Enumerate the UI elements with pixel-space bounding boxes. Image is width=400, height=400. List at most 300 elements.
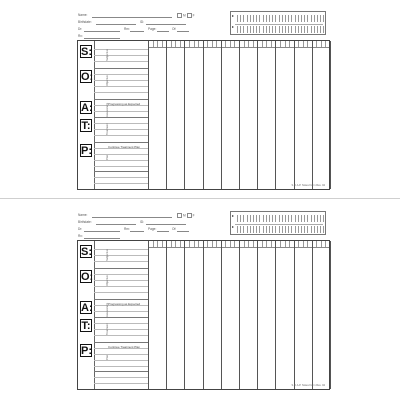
column-subtick [285, 41, 286, 47]
column-subtick [298, 41, 299, 47]
date-column-line [294, 41, 295, 189]
section-label: Progressing as Expected [108, 102, 141, 106]
ruled-line [94, 129, 148, 130]
section-divider [94, 371, 148, 372]
date-tick [237, 15, 238, 22]
date-tick [240, 226, 241, 233]
column-subtick [198, 241, 199, 247]
date-tick [304, 215, 305, 222]
date-tick [282, 15, 283, 22]
date-tick [279, 215, 280, 222]
date-tick [307, 215, 308, 222]
column-subtick [316, 241, 317, 247]
column-subtick [212, 241, 213, 247]
date-column-line [166, 41, 167, 189]
date-tick [256, 226, 257, 233]
date-tick [266, 26, 267, 33]
date-tick [311, 26, 312, 33]
date-tick [259, 26, 260, 33]
date-tick [314, 215, 315, 222]
ruled-line [94, 261, 148, 262]
column-subtick [325, 41, 326, 47]
date-tick [307, 15, 308, 22]
date-tick [317, 15, 318, 22]
column-subtick [171, 241, 172, 247]
date-tick [307, 26, 308, 33]
date-tick [282, 226, 283, 233]
date-column-line [166, 241, 167, 389]
date-tick [311, 215, 312, 222]
column-subtick [225, 41, 226, 47]
date-tick [263, 226, 264, 233]
date-tick [317, 215, 318, 222]
soap-sheet-bottom [0, 200, 400, 400]
date-tick [250, 15, 251, 22]
date-tick [243, 226, 244, 233]
date-tick [250, 226, 251, 233]
ruled-line [94, 286, 148, 287]
page-label: Page: [148, 27, 157, 31]
gender-m-checkbox[interactable] [177, 213, 182, 218]
ruled-line [94, 183, 148, 184]
room-label: Rm: [124, 27, 130, 31]
section-label: Progressing as Expected [108, 302, 141, 306]
date-column-line [239, 41, 240, 189]
date-tick [320, 226, 321, 233]
date-tick [269, 15, 270, 22]
date-tick [263, 215, 264, 222]
id-field[interactable] [146, 224, 186, 225]
date-tick [259, 215, 260, 222]
name-field[interactable] [92, 17, 172, 18]
date-tick [272, 15, 273, 22]
ruled-line [94, 166, 148, 167]
date-tick [317, 226, 318, 233]
name-label: Name: [78, 13, 88, 17]
strip-divider [235, 24, 323, 25]
date-tick [263, 26, 264, 33]
letter-column [78, 41, 94, 189]
date-tick [288, 215, 289, 222]
date-column-line [239, 241, 240, 389]
date-tick [304, 26, 305, 33]
section-side-label: Subjective [106, 49, 109, 61]
column-subtick [307, 241, 308, 247]
section-divider [94, 99, 148, 100]
date-tick [291, 15, 292, 22]
column-subtick [162, 41, 163, 47]
ruled-line [94, 383, 148, 384]
section-divider [94, 342, 148, 343]
date-tick [269, 226, 270, 233]
date-tick [314, 226, 315, 233]
room-field[interactable] [130, 31, 144, 32]
ruled-line [94, 335, 148, 336]
section-divider [94, 68, 148, 69]
section-label: Continue Treatment Plan [108, 345, 140, 349]
dr-field[interactable] [84, 31, 120, 32]
date-tick [307, 226, 308, 233]
column-subtick [244, 41, 245, 47]
date-tick [253, 215, 254, 222]
column-subtick [303, 41, 304, 47]
name-field[interactable] [92, 217, 172, 218]
section-divider [94, 299, 148, 300]
column-subtick [207, 41, 208, 47]
date-tick [285, 215, 286, 222]
gender-f-checkbox[interactable] [187, 13, 192, 18]
ruled-line [94, 280, 148, 281]
column-subtick [180, 41, 181, 47]
date-tick [259, 226, 260, 233]
gender-selector [176, 13, 195, 18]
ruled-line [94, 61, 148, 62]
gender-f-label: F [192, 13, 195, 18]
soap-letter-o: O: [81, 71, 94, 83]
birthdate-label: Birthdate: [78, 20, 92, 24]
date-tick [291, 215, 292, 222]
date-tick [304, 15, 305, 22]
column-subtick [175, 241, 176, 247]
date-tick [317, 26, 318, 33]
date-column-line [184, 41, 185, 189]
column-subtick [157, 241, 158, 247]
soap-letter-a: A: [81, 102, 93, 114]
column-subtick [194, 241, 195, 247]
date-tick [247, 215, 248, 222]
page-divider [0, 198, 400, 199]
ruled-line [94, 377, 148, 378]
strip-arrow-icon: ▸ [232, 24, 235, 29]
soap-letter-p: P: [81, 145, 92, 157]
date-tick [323, 15, 324, 22]
gender-selector [176, 213, 195, 218]
gender-f-label: F [192, 213, 195, 218]
date-tick [240, 26, 241, 33]
date-column-line [221, 41, 222, 189]
date-tick [247, 26, 248, 33]
column-subtick [266, 41, 267, 47]
date-tick [288, 26, 289, 33]
column-subtick [289, 41, 290, 47]
date-tick [256, 26, 257, 33]
date-tick [256, 15, 257, 22]
date-tick [314, 26, 315, 33]
date-tick [275, 26, 276, 33]
soap-letter-a: A: [81, 302, 93, 314]
column-subtick [262, 41, 263, 47]
date-tick [243, 215, 244, 222]
column-subtick [285, 241, 286, 247]
date-tick [243, 15, 244, 22]
date-tick [272, 26, 273, 33]
soap-letter-s: S: [81, 46, 92, 58]
rx-field[interactable] [84, 238, 120, 239]
column-subtick [271, 241, 272, 247]
date-tick [253, 15, 254, 22]
date-column-line [330, 241, 331, 389]
letter-column [78, 241, 94, 389]
date-tick [320, 15, 321, 22]
date-column-line [203, 241, 204, 389]
date-tick [285, 26, 286, 33]
ruled-line [94, 249, 148, 250]
of-label: Of: [172, 27, 177, 31]
date-tick [298, 15, 299, 22]
column-subtick [253, 241, 254, 247]
ruled-line [94, 49, 148, 50]
column-subtick [303, 241, 304, 247]
ruled-line [94, 135, 148, 136]
column-subtick [207, 241, 208, 247]
column-subtick [234, 241, 235, 247]
ruled-line [94, 311, 148, 312]
of-field[interactable] [177, 31, 189, 32]
column-subtick [230, 41, 231, 47]
section-side-label: Subjective [106, 249, 109, 261]
column-subtick [225, 241, 226, 247]
section-label: Continue Treatment Plan [108, 145, 140, 149]
dr-label: Dr: [78, 227, 83, 231]
date-tick [240, 15, 241, 22]
section-side-label: Objective [106, 75, 109, 86]
date-column-line [184, 241, 185, 389]
date-tick [298, 226, 299, 233]
column-subtick [153, 241, 154, 247]
ruled-line [94, 360, 148, 361]
ruled-line [94, 255, 148, 256]
date-tick [256, 215, 257, 222]
date-tick [269, 26, 270, 33]
date-tick [285, 226, 286, 233]
date-column-line [312, 41, 313, 189]
date-tick [301, 226, 302, 233]
column-subtick [157, 41, 158, 47]
rx-label: Rx: [78, 34, 83, 38]
date-tick [285, 15, 286, 22]
date-tick [266, 215, 267, 222]
column-subtick [266, 241, 267, 247]
date-tick [323, 226, 324, 233]
strip-arrow-icon: ▸ [232, 13, 235, 18]
date-tick [259, 15, 260, 22]
date-column-line [221, 241, 222, 389]
column-subtick [253, 41, 254, 47]
rx-label: Rx: [78, 234, 83, 238]
column-subtick [262, 241, 263, 247]
ruled-line [94, 177, 148, 178]
date-tick [279, 226, 280, 233]
room-label: Rm: [124, 227, 130, 231]
column-subtick [153, 41, 154, 47]
date-tick [237, 215, 238, 222]
date-tick [269, 215, 270, 222]
date-column-line [257, 241, 258, 389]
section-side-label: Assessment [106, 102, 109, 117]
gender-m-label: M [183, 13, 186, 18]
column-subtick [248, 241, 249, 247]
date-column-line [257, 41, 258, 189]
rx-field[interactable] [84, 38, 120, 39]
date-column-line [203, 41, 204, 189]
section-side-label: Objective [106, 275, 109, 286]
id-label: ID: [140, 20, 145, 24]
date-tick [279, 26, 280, 33]
column-subtick [212, 41, 213, 47]
date-tick [314, 15, 315, 22]
column-subtick [194, 41, 195, 47]
section-side-label: Plan [106, 154, 109, 160]
ruled-line [94, 329, 148, 330]
date-tick [323, 215, 324, 222]
column-subtick [171, 41, 172, 47]
dr-field[interactable] [84, 231, 120, 232]
date-column-line [312, 241, 313, 389]
column-subtick [216, 41, 217, 47]
birthdate-label: Birthdate: [78, 220, 92, 224]
id-label: ID: [140, 220, 145, 224]
soap-letter-t: T: [81, 320, 91, 332]
column-subtick [175, 41, 176, 47]
strip-divider [235, 224, 323, 225]
column-subtick [289, 241, 290, 247]
section-divider [94, 317, 148, 318]
soap-letter-o: O: [81, 271, 94, 283]
date-tick [250, 215, 251, 222]
date-tick [263, 15, 264, 22]
page-field[interactable] [157, 31, 169, 32]
date-tick [304, 226, 305, 233]
date-tick [291, 226, 292, 233]
section-side-label: Treatment [106, 323, 109, 335]
date-tick [291, 26, 292, 33]
column-subtick [280, 41, 281, 47]
date-tick [301, 15, 302, 22]
date-strip [230, 11, 326, 35]
date-tick [295, 15, 296, 22]
ruled-line [94, 354, 148, 355]
date-tick [266, 15, 267, 22]
date-tick [320, 215, 321, 222]
section-divider [94, 171, 148, 172]
column-subtick [180, 241, 181, 247]
strip-arrow-icon: ▸ [232, 224, 235, 229]
column-subtick [234, 41, 235, 47]
section-divider [94, 268, 148, 269]
date-tick [301, 26, 302, 33]
birthdate-field[interactable] [96, 224, 136, 225]
date-tick [282, 215, 283, 222]
of-label: Of: [172, 227, 177, 231]
date-tick [295, 26, 296, 33]
date-tick [282, 26, 283, 33]
ruled-line [94, 111, 148, 112]
of-field[interactable] [177, 231, 189, 232]
date-tick [247, 226, 248, 233]
date-tick [323, 26, 324, 33]
date-tick [253, 226, 254, 233]
column-subtick [198, 41, 199, 47]
column-subtick [189, 241, 190, 247]
column-subtick [248, 41, 249, 47]
section-divider [94, 142, 148, 143]
section-side-label: Plan [106, 354, 109, 360]
column-subtick [325, 241, 326, 247]
date-tick [247, 15, 248, 22]
section-divider [94, 117, 148, 118]
ruled-line [94, 323, 148, 324]
date-tick [279, 15, 280, 22]
date-tick [272, 226, 273, 233]
gender-m-checkbox[interactable] [177, 13, 182, 18]
date-tick [298, 215, 299, 222]
column-subtick [230, 241, 231, 247]
date-tick [295, 226, 296, 233]
ruled-line [94, 55, 148, 56]
soap-letter-s: S: [81, 246, 92, 258]
ruled-line [94, 86, 148, 87]
date-strip [230, 211, 326, 235]
soap-grid [77, 240, 330, 390]
date-tick [311, 226, 312, 233]
column-subtick [216, 241, 217, 247]
date-tick [275, 215, 276, 222]
date-column-line [330, 41, 331, 189]
patient-header [78, 12, 228, 40]
soap-grid [77, 40, 330, 190]
form-footnote: S.O.A.P. Notes Form Rev. 04 [291, 384, 325, 387]
column-subtick [316, 41, 317, 47]
date-column-line [294, 241, 295, 389]
dr-label: Dr: [78, 27, 83, 31]
gender-m-label: M [183, 213, 186, 218]
ruled-line [94, 366, 148, 367]
ruled-line [94, 292, 148, 293]
ruled-line [94, 92, 148, 93]
date-tick [298, 26, 299, 33]
gender-f-checkbox[interactable] [187, 213, 192, 218]
column-subtick [298, 241, 299, 247]
section-side-label: Assessment [106, 302, 109, 317]
date-tick [237, 26, 238, 33]
date-tick [275, 15, 276, 22]
ruled-line [94, 160, 148, 161]
date-column-line [148, 41, 149, 189]
date-tick [272, 215, 273, 222]
date-tick [295, 215, 296, 222]
room-field[interactable] [130, 231, 144, 232]
ruled-line [94, 274, 148, 275]
column-subtick [271, 41, 272, 47]
date-tick [320, 26, 321, 33]
birthdate-field[interactable] [96, 24, 136, 25]
patient-header [78, 212, 228, 240]
name-label: Name: [78, 213, 88, 217]
date-column-line [275, 241, 276, 389]
soap-letter-t: T: [81, 120, 91, 132]
id-field[interactable] [146, 24, 186, 25]
column-subtick [321, 241, 322, 247]
column-subtick [162, 241, 163, 247]
column-subtick [307, 41, 308, 47]
strip-arrow-icon: ▸ [232, 213, 235, 218]
page-field[interactable] [157, 231, 169, 232]
soap-letter-p: P: [81, 345, 92, 357]
date-column-line [275, 41, 276, 189]
date-tick [288, 226, 289, 233]
date-tick [243, 26, 244, 33]
date-tick [253, 26, 254, 33]
